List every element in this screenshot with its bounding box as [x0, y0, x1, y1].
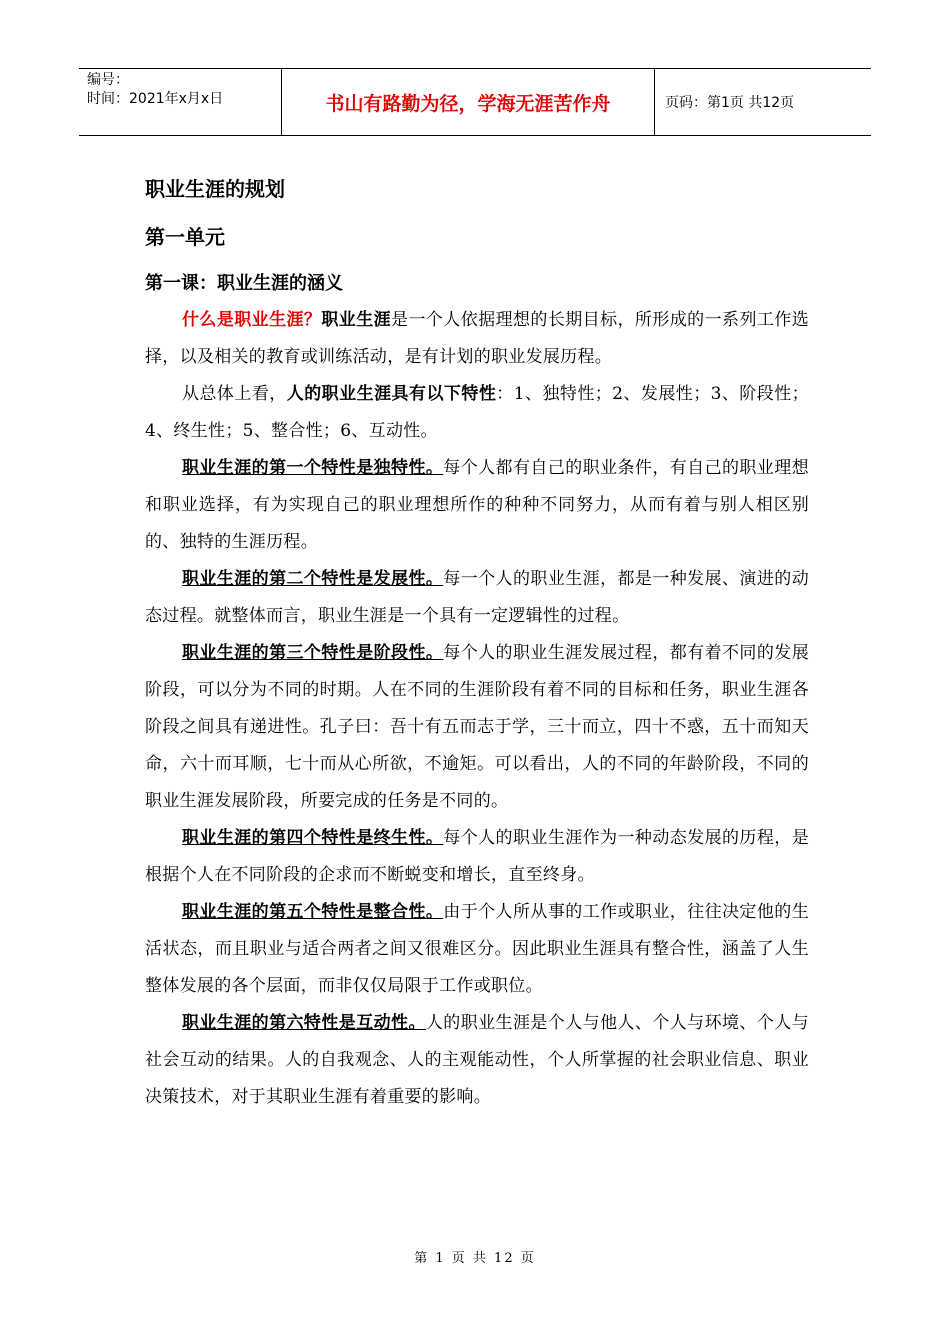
paragraph-trait-4 [145, 820, 809, 894]
trait-1-text: 每个人都有自己的职业条件，有自己的职业理想和职业选择，有为实现自己的职业理想所作的种种不同努力，从而有着与别人相区别的、独特的生涯历程。 [145, 458, 809, 552]
trait-6-heading: 职业生涯的第六特性是互动性。 [182, 1013, 426, 1033]
time-label: 时间：2021年x月x日 [87, 91, 224, 107]
trait-5-heading: 职业生涯的第五个特性是整合性。 [182, 902, 444, 922]
overview-rest: ：1、独特性；2、发展性；3、阶段性；4、终生性；5、整合性；6、互动性。 [145, 384, 809, 441]
paragraph-trait-3 [145, 635, 809, 820]
document-body [145, 160, 809, 1116]
trait-2-heading: 职业生涯的第二个特性是发展性。 [182, 569, 444, 589]
trait-5-text: 由于个人所从事的工作或职业，往往决定他的生活状态，而且职业与适合两者之间又很难区分。因此职业生涯具有整合性，涵盖了人生整体发展的各个层面，而非仅仅局限于工作或职位。 [145, 902, 809, 996]
paragraph-trait-1 [145, 450, 809, 561]
header-meta [79, 69, 282, 135]
term-text: 职业生涯 [321, 310, 392, 330]
trait-1-heading: 职业生涯的第一个特性是独特性。 [182, 458, 444, 478]
paragraph-overview [145, 376, 809, 450]
unit-heading: 第一单元 [145, 225, 225, 249]
header-page-code: 页码：第1页 共12页 [665, 95, 795, 111]
paragraph-trait-2 [145, 561, 809, 635]
lesson-heading: 第一课：职业生涯的涵义 [145, 273, 343, 294]
trait-2-text: 每一个人的职业生涯，都是一种发展、演进的动态过程。就整体而言，职业生涯是一个具有一定逻辑性的过程。 [145, 569, 809, 626]
question-text: 什么是职业生涯？ [182, 310, 322, 330]
trait-4-text: 每个人的职业生涯作为一种动态发展的历程，是根据个人在不同阶段的企求而不断蜕变和增长，直至终身。 [145, 828, 809, 885]
trait-4-heading: 职业生涯的第四个特性是终生性。 [182, 828, 444, 848]
trait-6-text: 人的职业生涯是个人与他人、个人与环境、个人与社会互动的结果。人的自我观念、人的主观能动性，个人所掌握的社会职业信息、职业决策技术，对于其职业生涯有着重要的影响。 [145, 1013, 809, 1107]
document-title: 职业生涯的规划 [145, 177, 285, 201]
overview-lead: 从总体上看， [182, 384, 287, 404]
page-header [79, 68, 871, 136]
trait-3-text: 每个人的职业生涯发展过程，都有着不同的发展阶段，可以分为不同的时期。人在不同的生涯阶段有着不同的目标和任务，职业生涯各阶段之间具有递进性。孔子曰：吾十有五而志于学，三十而立，四十不惑，五十而知天命，六十而耳顺，七十而从心所欲，不逾矩。可以看出，人的不同的年龄阶段，不同的职业生涯发展阶段，所要完成的任务是不同的。 [145, 643, 809, 811]
paragraph-definition [145, 302, 809, 376]
number-label: 编号： [87, 72, 129, 88]
overview-bold: 人的职业生涯具有以下特性 [286, 384, 497, 404]
definition-text: 是一个人依据理想的长期目标，所形成的一系列工作选择，以及相关的教育或训练活动，是有计划的职业发展历程。 [145, 310, 809, 367]
paragraph-trait-6 [145, 1005, 809, 1116]
page-footer: 第 1 页 共 12 页 [414, 1251, 536, 1266]
paragraph-trait-5 [145, 894, 809, 1005]
trait-3-heading: 职业生涯的第三个特性是阶段性。 [182, 643, 444, 663]
header-motto: 书山有路勤为径，学海无涯苦作舟 [282, 69, 655, 135]
